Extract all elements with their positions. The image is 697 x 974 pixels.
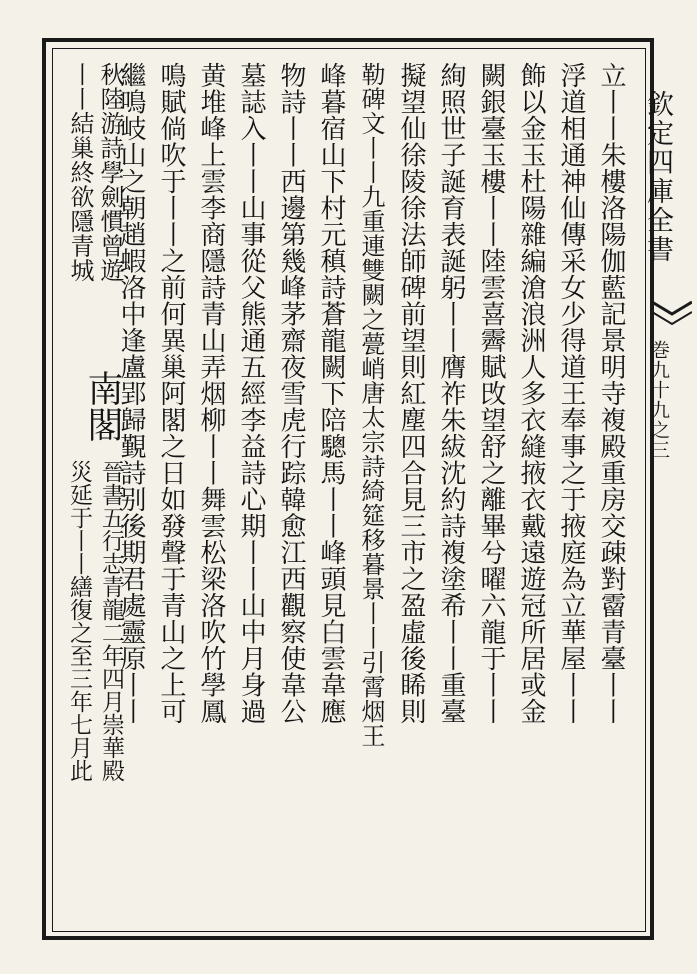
column-text: 繼鳴岐山之朝趙蝦洛中逢盧郢歸覲詩别後期君處靈原丨丨 xyxy=(116,62,146,725)
text-column-4 xyxy=(470,62,512,924)
book-title: 欽定四庫全書 xyxy=(642,90,673,264)
column-text: 秋陸游詩學劍慣曾遊 xyxy=(96,62,124,283)
column-7-tail xyxy=(356,560,357,580)
entry-note-a: 晉書五行志青龍二年四月崇華殿 xyxy=(98,460,124,782)
column-text: 立丨丨朱樓洛陽伽藍記景明寺複殿重房交疎對霤青臺丨丨 xyxy=(596,62,626,725)
column-text: 浮道相通神仙傳采女少得道王奉事之于掖庭為立華屋丨丨 xyxy=(556,62,586,725)
text-column-8 xyxy=(310,62,352,924)
column-text: 物詩丨丨西邊第幾峰茅齋夜雪虎行踪韓愈江西觀察使韋公 xyxy=(276,62,306,725)
entry-heading: 南閣 xyxy=(82,370,123,442)
column-text: 峰暮宿山下村元稹詩蒼龍闕下陪驄馬丨丨峰頭見白雲韋應 xyxy=(316,62,346,725)
text-column-2 xyxy=(550,62,592,924)
text-column-5 xyxy=(430,62,472,924)
column-text: 闕銀臺玉樓丨丨陸雲喜霽賦攺望舒之離畢兮曜六龍于丨丨 xyxy=(476,62,506,725)
text-column-6 xyxy=(390,62,432,924)
text-column-11 xyxy=(190,62,232,924)
column-text: 黄堆峰上雲李商隱詩青山弄烟柳丨丨舞雲松梁洛吹竹學鳳 xyxy=(196,62,226,725)
text-column-10 xyxy=(230,62,272,924)
column-text: 絢照世子誕育表誕躬丨丨膺祚朱紱沈約詩複塗希丨丨重臺 xyxy=(436,62,466,725)
column-text: 丨丨結巢終欲隱青城 xyxy=(66,62,94,283)
text-column-1 xyxy=(590,62,632,924)
column-text: 擬望仙徐陵徐法師碑前望則紅塵四合見三市之盈虛後睎則 xyxy=(396,62,426,725)
text-column-7 xyxy=(350,62,392,924)
text-column-12 xyxy=(150,62,192,924)
column-text: 墓誌入丨丨山事從父熊通五經李益詩心期丨丨山中月身過 xyxy=(236,62,266,725)
entry-note-b: 災延于丨丨繕復之至三年七月此 xyxy=(66,460,92,782)
column-text: 勒碑文丨丨九重連雙闕之甍峭唐太宗詩綺筵移暮景丨丨引霄烟王 xyxy=(357,62,385,748)
volume-label: 巻九十九之三 xyxy=(648,340,670,460)
column-text: 鳴賦倘吹于丨丨之前何異巢阿閣之日如發聲于青山之上可 xyxy=(156,62,186,725)
column-text: 飾以金玉杜陽雜編滄浪洲人多衣縫掖衣戴遠遊冠所居或金 xyxy=(516,62,546,725)
fishtail-mark-icon xyxy=(652,300,692,326)
text-column-9 xyxy=(270,62,312,924)
text-column-3 xyxy=(510,62,552,924)
